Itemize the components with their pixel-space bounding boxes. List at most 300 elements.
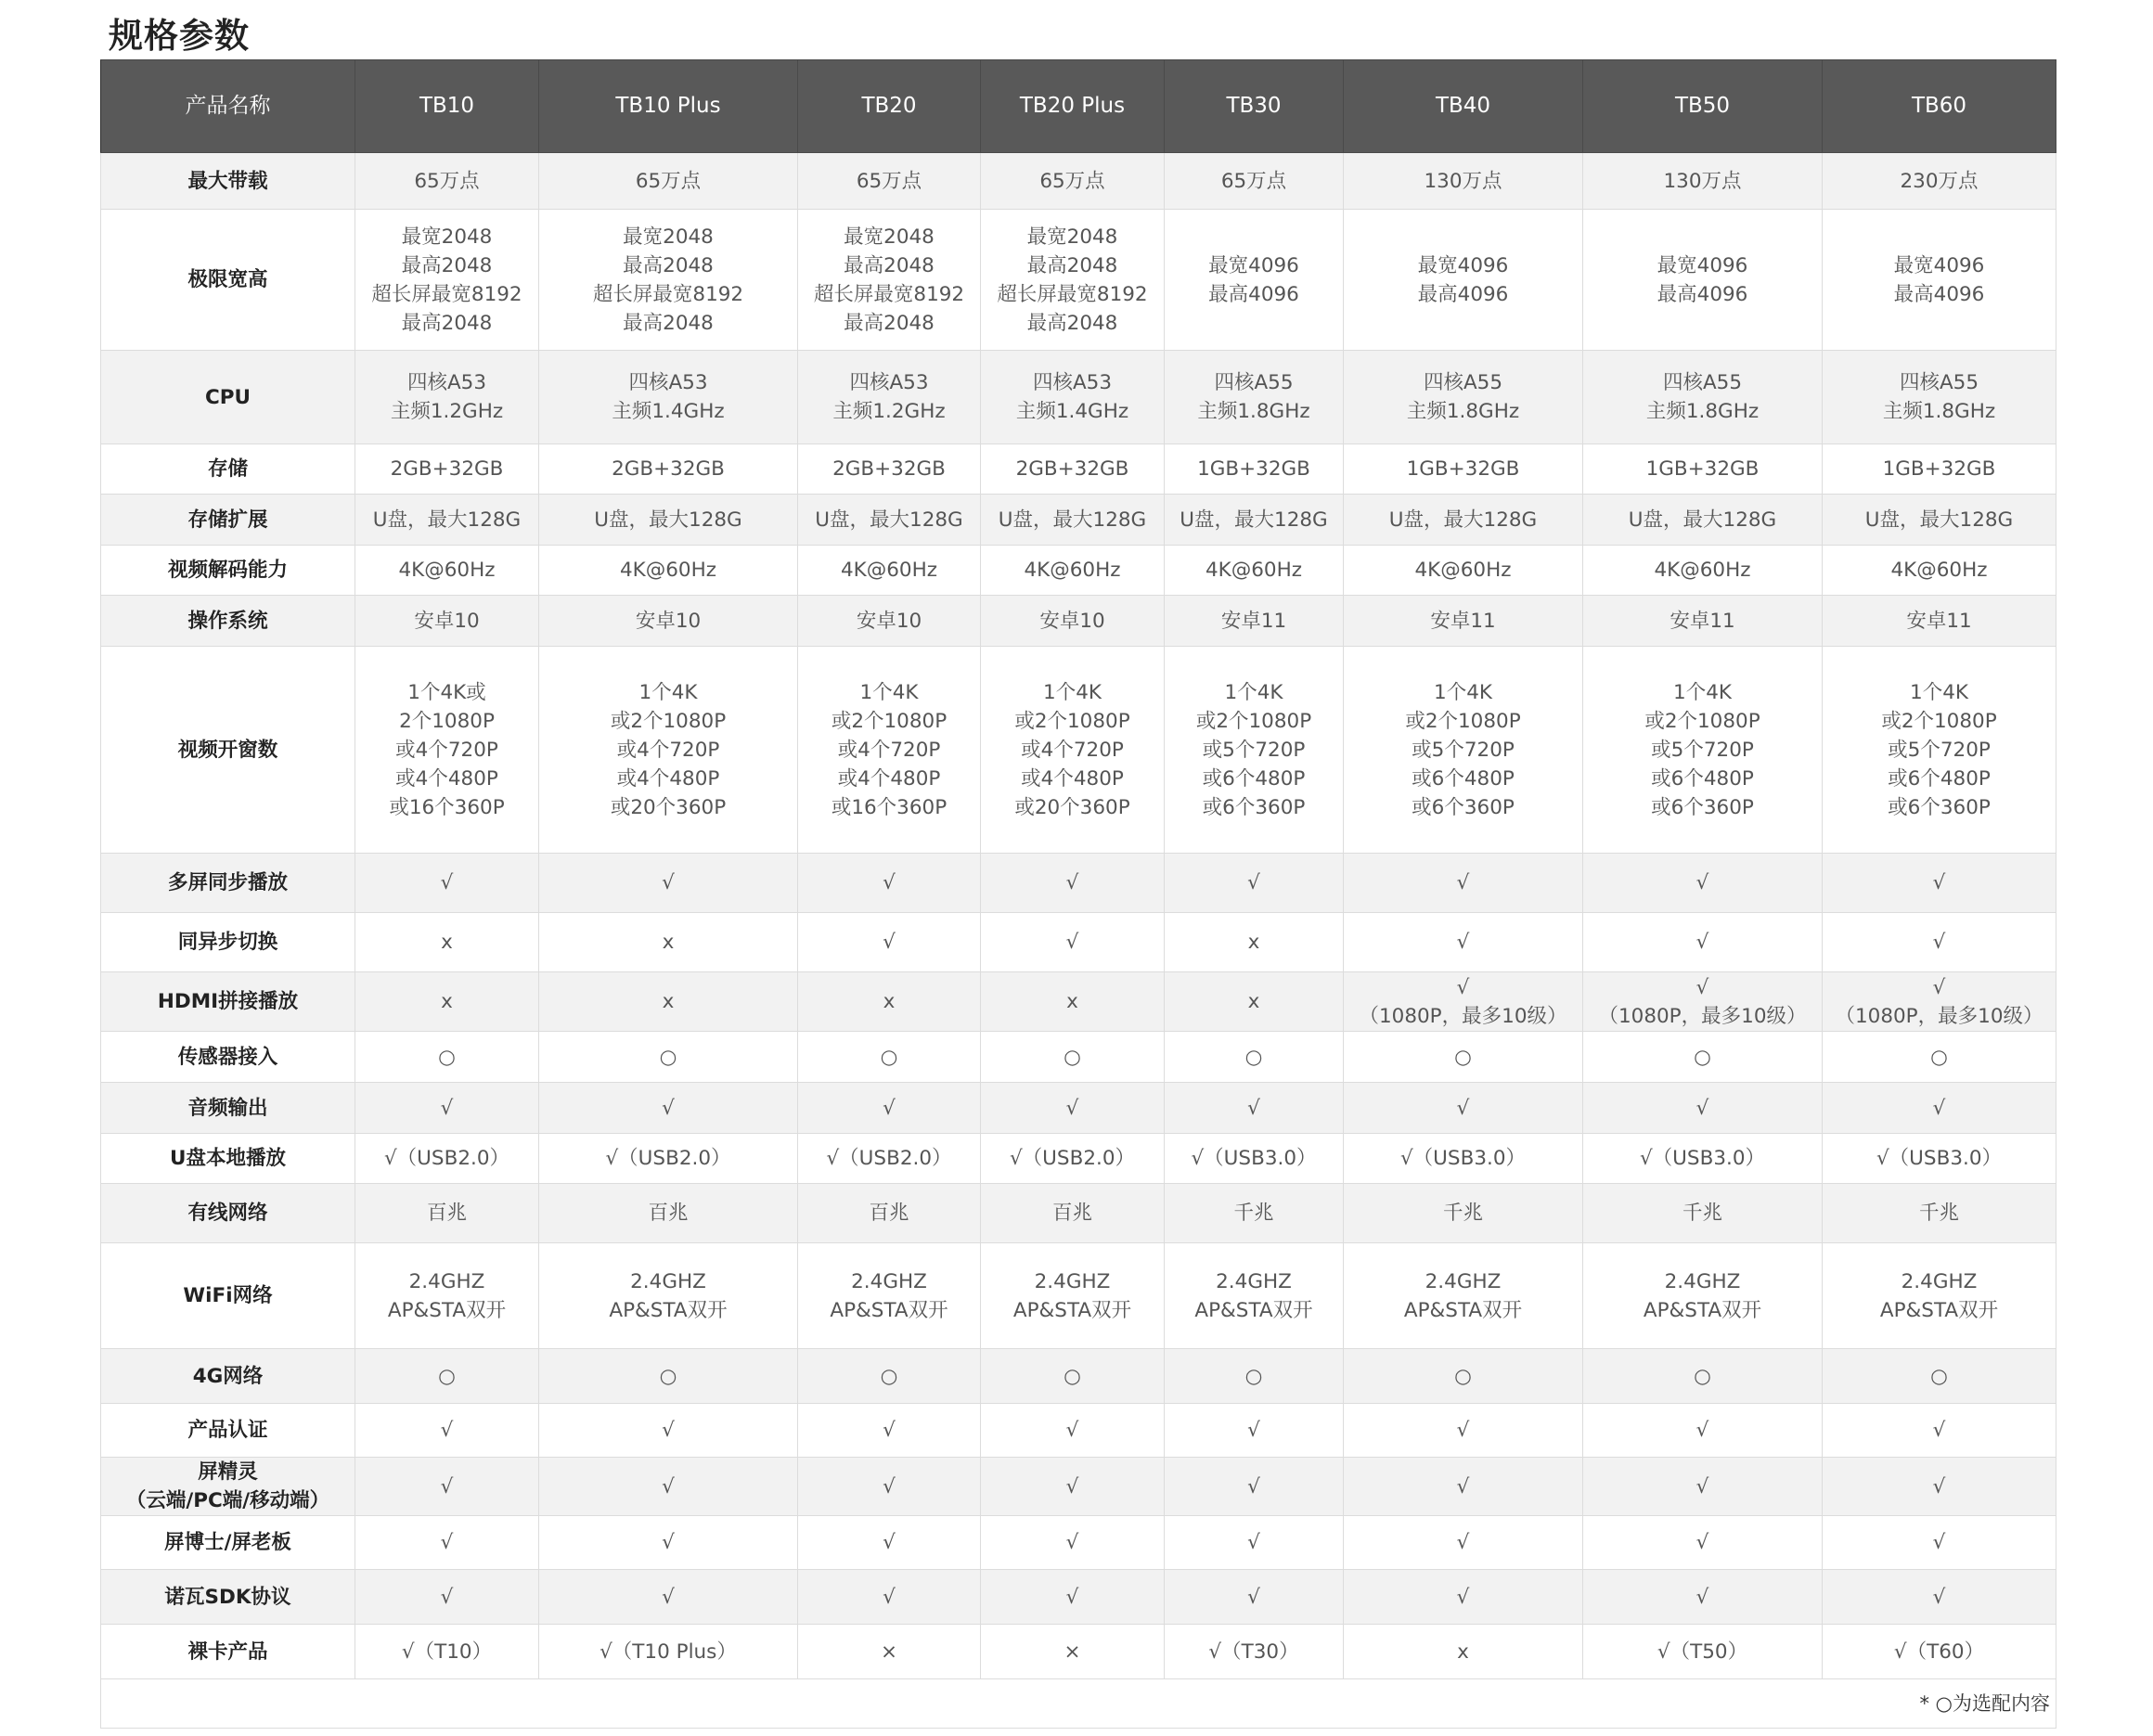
header-product: TB60 [1823,60,2056,153]
cell-line: 或4个480P [616,766,720,791]
spec-cell [1344,854,1583,913]
cell-line: √ [1065,931,1079,954]
spec-cell [1165,210,1344,351]
spec-cell [539,210,798,351]
cell-line: 2.4GHZ [1034,1269,1111,1293]
cell-line: √ [440,1419,454,1442]
spec-cell [355,1184,539,1243]
row-label [101,596,355,647]
cell-line: 千兆 [1233,1202,1274,1225]
spec-cell [798,972,981,1032]
spec-cell [981,972,1165,1032]
cell-line: 安卓10 [635,609,702,633]
table-row [101,546,2056,596]
spec-cell [981,1243,1165,1349]
cell-line: x [1457,1640,1469,1664]
spec-cell [1583,913,1823,972]
cell-line: 四核A53 [1032,371,1113,394]
table-row [101,854,2056,913]
table-row [101,1625,2056,1679]
cell-line: √ [1247,1474,1260,1498]
cell-line: √ [883,1585,896,1609]
spec-cell [1583,1625,1823,1679]
cell-line: 1个4K [1673,680,1732,704]
cell-line: √ [1932,871,1946,894]
cell-line: √ [1456,1419,1470,1442]
spec-cell [1344,444,1583,495]
spec-cell [1344,1243,1583,1349]
table-row [101,1404,2056,1458]
cell-line: 2.4GHZ [1901,1269,1978,1293]
cell-line: √（T60） [1893,1640,1985,1664]
cell-line: 有线网络 [187,1202,268,1225]
cell-line: 2GB+32GB [832,457,946,481]
cell-line: √ [1065,1096,1079,1120]
cell-line: ○ [880,1364,898,1388]
cell-line: （1080P，最多10级） [1598,1004,1807,1028]
spec-cell [355,1134,539,1184]
cell-line: 4G网络 [192,1364,264,1388]
cell-line: 最宽2048 [401,225,493,249]
cell-line: 四核A53 [406,371,487,394]
cell-line: ○ [880,1045,898,1069]
cell-line: 65万点 [1220,169,1287,193]
cell-line: 安卓11 [1670,609,1735,633]
cell-line: 主频1.8GHz [1882,400,1996,423]
spec-cell [798,647,981,854]
table-row [101,351,2056,444]
spec-cell [1583,351,1823,444]
spec-cell [355,1243,539,1349]
cell-line: 4K@60Hz [1654,559,1751,582]
cell-line: 或6个360P [1202,795,1306,819]
spec-cell [798,210,981,351]
table-row [101,1516,2056,1570]
spec-cell [981,1404,1165,1458]
cell-line: 1个4K [1224,680,1283,704]
spec-cell [981,1083,1165,1134]
cell-line: 65万点 [635,169,702,193]
spec-cell [1165,1349,1344,1404]
spec-cell [981,1625,1165,1679]
cell-line: 主频1.4GHz [1015,400,1129,423]
spec-cell [1165,351,1344,444]
cell-line: x [1247,990,1260,1013]
cell-line: 或6个360P [1888,795,1991,819]
cell-line: √ [662,1474,675,1498]
spec-cell [539,495,798,546]
cell-line: 或2个1080P [1881,709,1997,733]
footnote: * ○为选配内容 [101,1679,2056,1729]
spec-cell [798,1404,981,1458]
spec-cell [1165,495,1344,546]
cell-line: 主频1.4GHz [612,400,725,423]
spec-cell [981,546,1165,596]
spec-cell [539,854,798,913]
cell-line: 安卓11 [1430,609,1496,633]
spec-cell [798,1458,981,1516]
cell-line: 屏博士/屏老板 [164,1531,291,1554]
spec-cell [1165,854,1344,913]
spec-cell [1344,1516,1583,1570]
spec-cell [798,913,981,972]
cell-line: 安卓11 [1220,609,1287,633]
header-product: TB20 [798,60,981,153]
spec-cell [798,1349,981,1404]
row-label [101,1134,355,1184]
spec-cell [1823,1184,2056,1243]
cell-line: 4K@60Hz [619,559,717,582]
cell-line: 或2个1080P [1195,709,1312,733]
spec-cell [539,1032,798,1083]
cell-line: AP&STA双开 [830,1298,948,1322]
spec-cell [1165,647,1344,854]
cell-line: x [662,931,675,954]
row-label [101,1516,355,1570]
spec-cell [798,495,981,546]
cell-line: 千兆 [1442,1202,1483,1225]
cell-line: 最高4096 [1417,282,1509,306]
cell-line: √ [1456,871,1470,894]
spec-cell [981,1032,1165,1083]
spec-cell [1165,1458,1344,1516]
table-header-row [101,60,2056,153]
cell-line: 2.4GHZ [1216,1269,1292,1293]
cell-line: x [1066,990,1078,1013]
cell-line: 1GB+32GB [1406,457,1520,481]
spec-cell [1823,972,2056,1032]
spec-cell [1165,1404,1344,1458]
spec-cell [355,1404,539,1458]
cell-line: 或20个360P [610,795,727,819]
cell-line: x [1247,931,1260,954]
spec-cell [1583,1243,1823,1349]
cell-line: 65万点 [414,169,480,193]
cell-line: 或4个720P [837,738,941,762]
spec-cell [355,1625,539,1679]
cell-line: WiFi网络 [183,1284,273,1307]
spec-cell [539,153,798,210]
table-row [101,1349,2056,1404]
cell-line: √ [662,1419,675,1442]
table-row [101,444,2056,495]
spec-cell [1823,1570,2056,1625]
cell-line: 四核A55 [1423,371,1503,394]
spec-cell [355,210,539,351]
cell-line: 或6个480P [1888,766,1991,791]
cell-line: √（T30） [1208,1640,1299,1664]
cell-line: √ [1456,931,1470,954]
table-row [101,1184,2056,1243]
cell-line: 主频1.2GHz [390,400,504,423]
cell-line: √（T10 Plus） [599,1640,737,1664]
spec-cell [355,495,539,546]
cell-line: √ [883,871,896,894]
cell-line: √ [1065,1531,1079,1554]
cell-line: √ [1932,1096,1946,1120]
cell-line: 视频开窗数 [177,738,278,762]
spec-cell [1583,1570,1823,1625]
spec-cell [1823,1458,2056,1516]
cell-line: 或5个720P [1888,738,1991,762]
cell-line: √ [1456,1474,1470,1498]
cell-line: 1GB+32GB [1645,457,1760,481]
cell-line: 或6个480P [1202,766,1306,791]
spec-cell [1823,1243,2056,1349]
cell-line: 4K@60Hz [840,559,938,582]
cell-line: √ [440,871,454,894]
cell-line: √ [1247,1531,1260,1554]
spec-cell [798,1032,981,1083]
cell-line: 4K@60Hz [1890,559,1988,582]
spec-cell [1583,444,1823,495]
cell-line: 百兆 [869,1202,909,1225]
spec-cell [798,444,981,495]
cell-line: AP&STA双开 [1879,1298,1999,1322]
cell-line: 或2个1080P [1405,709,1521,733]
cell-line: 主频1.2GHz [832,400,946,423]
cell-line: 最大带载 [187,169,268,193]
row-label [101,546,355,596]
cell-line: √ [1065,1474,1079,1498]
cell-line: U盘，最大128G [1864,508,2014,532]
footnote-row [101,1679,2056,1729]
spec-cell [539,1349,798,1404]
row-label [101,647,355,854]
spec-cell [981,913,1165,972]
cell-line: 最高2048 [623,253,714,277]
cell-line: ○ [1244,1364,1263,1388]
page-title: 规格参数 [109,16,250,56]
cell-line: ○ [1244,1045,1263,1069]
cell-line: √（USB3.0） [1191,1147,1317,1170]
spec-cell [798,351,981,444]
spec-cell [1583,972,1823,1032]
cell-line: 音频输出 [187,1096,268,1120]
cell-line: 最宽2048 [623,225,714,249]
cell-line: 或4个480P [395,766,498,791]
header-product: TB40 [1344,60,1583,153]
spec-cell [1165,444,1344,495]
cell-line: 230万点 [1900,169,1979,193]
cell-line: 或16个360P [389,795,505,819]
cell-line: 或4个720P [395,738,498,762]
cell-line: √ [1932,975,1946,999]
row-label [101,1243,355,1349]
cell-line: √（USB2.0） [383,1147,510,1170]
spec-cell [1344,1349,1583,1404]
cell-line: √ [1695,1585,1709,1609]
cell-line: 或16个360P [831,795,948,819]
spec-cell [981,1134,1165,1184]
spec-cell [798,1516,981,1570]
cell-line: 1个4K [1910,680,1968,704]
cell-line: 最宽4096 [1417,253,1509,277]
spec-cell [981,153,1165,210]
spec-cell [981,1516,1165,1570]
cell-line: 最高4096 [1657,282,1748,306]
cell-line: 主频1.8GHz [1197,400,1310,423]
cell-line: 或6个360P [1651,795,1754,819]
cell-line: √ [440,1096,454,1120]
cell-line: √（USB3.0） [1399,1147,1527,1170]
spec-cell [1583,1458,1823,1516]
cell-line: 1GB+32GB [1197,457,1310,481]
spec-cell [355,1570,539,1625]
cell-line: U盘本地播放 [170,1147,286,1170]
cell-line: 或20个360P [1014,795,1130,819]
cell-line: 2.4GHZ [851,1269,927,1293]
spec-cell [798,1134,981,1184]
cell-line: √ [662,1096,675,1120]
spec-cell [798,1570,981,1625]
cell-line: √ [1695,1419,1709,1442]
table-row [101,1570,2056,1625]
spec-cell [355,1032,539,1083]
cell-line: √ [883,1419,896,1442]
cell-line: 裸卡产品 [187,1640,268,1664]
cell-line: 多屏同步播放 [167,871,288,894]
cell-line: 4K@60Hz [398,559,496,582]
spec-cell [1823,210,2056,351]
cell-line: 屏精灵 [198,1460,258,1484]
spec-cell [1583,1184,1823,1243]
cell-line: √（T50） [1657,1640,1748,1664]
cell-line: 或2个1080P [1014,709,1130,733]
cell-line: x [441,990,453,1013]
cell-line: 2.4GHZ [1425,1269,1502,1293]
cell-line: ○ [1694,1364,1711,1388]
cell-line: √ [440,1585,454,1609]
cell-line: 或2个1080P [831,709,948,733]
spec-cell [1344,1458,1583,1516]
cell-line: 极限宽高 [187,268,268,291]
cell-line: x [441,931,453,954]
spec-cell [1583,210,1823,351]
spec-cell [981,1349,1165,1404]
spec-cell [355,913,539,972]
cell-line: 2.4GHZ [630,1269,706,1293]
spec-cell [798,1083,981,1134]
cell-line: 安卓10 [414,609,480,633]
cell-line: 安卓11 [1906,609,1972,633]
spec-cell [355,972,539,1032]
table-row [101,495,2056,546]
table-row [101,596,2056,647]
cell-line: 65万点 [1039,169,1105,193]
spec-cell [981,1184,1165,1243]
cell-line: U盘，最大128G [372,508,522,532]
spec-cell [355,1458,539,1516]
spec-cell [1583,153,1823,210]
cell-line: √ [1065,1419,1079,1442]
spec-cell [1823,1625,2056,1679]
cell-line: 2个1080P [399,709,495,733]
header-product: TB50 [1583,60,1823,153]
cell-line: 130万点 [1424,169,1502,193]
spec-cell [1344,1083,1583,1134]
spec-cell [1823,1516,2056,1570]
table-row [101,1134,2056,1184]
spec-cell [981,444,1165,495]
cell-line: 安卓10 [1039,609,1105,633]
cell-line: √ [1932,1585,1946,1609]
table-row [101,153,2056,210]
cell-line: 百兆 [648,1202,689,1225]
cell-line: ○ [1064,1364,1081,1388]
cell-line: √ [440,1474,454,1498]
cell-line: 或5个720P [1651,738,1754,762]
cell-line: 1个4K [1043,680,1102,704]
cell-line: 或2个1080P [610,709,727,733]
cell-line: 最高2048 [844,311,935,335]
cell-line: 最高2048 [1026,311,1118,335]
cell-line: √ [1065,1585,1079,1609]
spec-cell [1344,1134,1583,1184]
spec-cell [1823,647,2056,854]
spec-cell [1344,1404,1583,1458]
spec-cell [1823,1083,2056,1134]
header-product: TB10 Plus [539,60,798,153]
cell-line: √ [1065,871,1079,894]
spec-cell [981,596,1165,647]
row-label [101,1404,355,1458]
cell-line: 2.4GHZ [1664,1269,1741,1293]
cell-line: 最宽4096 [1657,253,1748,277]
header-product: TB30 [1165,60,1344,153]
cell-line: 四核A55 [1662,371,1743,394]
cell-line: （1080P，最多10级） [1835,1004,2043,1028]
spec-cell [355,153,539,210]
spec-cell [1583,1032,1823,1083]
cell-line: 或6个480P [1651,766,1754,791]
cell-line: AP&STA双开 [1194,1298,1313,1322]
spec-cell [539,1404,798,1458]
cell-line: 四核A55 [1899,371,1979,394]
cell-line: 1个4K [638,680,698,704]
spec-cell [539,647,798,854]
spec-cell [539,546,798,596]
cell-line: 产品认证 [187,1419,268,1442]
cell-line: √（USB2.0） [605,1147,731,1170]
spec-cell [1583,1404,1823,1458]
spec-cell [539,1243,798,1349]
spec-cell [1823,351,2056,444]
spec-cell [1165,153,1344,210]
cell-line: ○ [659,1045,677,1069]
spec-cell [1344,1570,1583,1625]
spec-cell [1165,546,1344,596]
cell-line: U盘，最大128G [594,508,742,532]
row-label [101,1184,355,1243]
cell-line: 超长屏最宽8192 [371,282,522,306]
table-row [101,1458,2056,1516]
spec-cell [981,210,1165,351]
cell-line: √ [883,1096,896,1120]
spec-cell [1344,210,1583,351]
cell-line: √ [1932,1474,1946,1498]
cell-line: （云端/PC端/移动端） [125,1489,330,1512]
spec-cell [1823,596,2056,647]
spec-cell [539,1184,798,1243]
cell-line: U盘，最大128G [1388,508,1538,532]
cell-line: √（USB2.0） [1009,1147,1136,1170]
spec-table-body [101,153,2056,1729]
spec-cell [539,1458,798,1516]
cell-line: CPU [205,385,251,409]
cell-line: x [883,990,896,1013]
cell-line: √ [1695,931,1709,954]
